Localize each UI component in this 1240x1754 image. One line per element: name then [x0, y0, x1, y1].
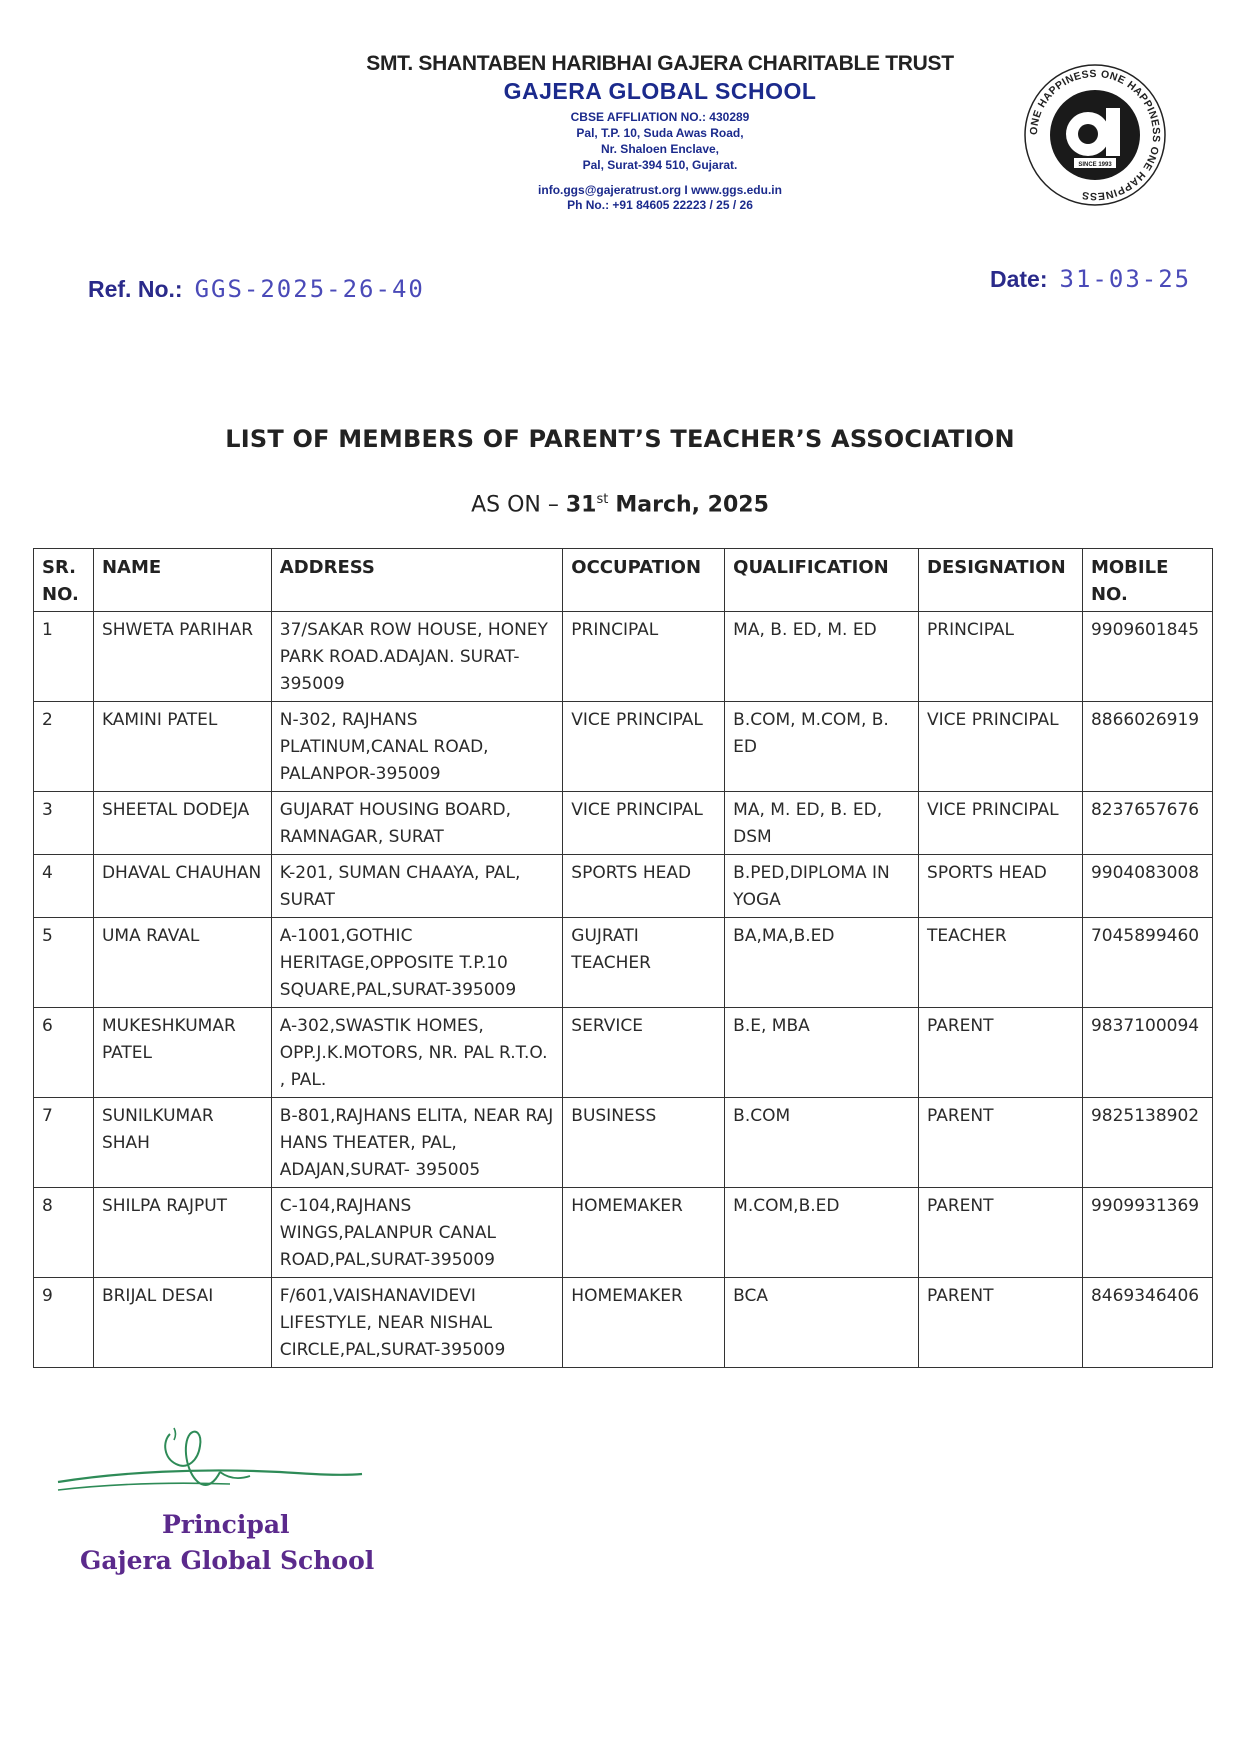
table-row — [34, 918, 1213, 1008]
cell-qualification: B.E, MBA — [725, 1008, 919, 1098]
cell-occupation: GUJRATI TEACHER — [563, 918, 725, 1008]
cell-address: GUJARAT HOUSING BOARD, RAMNAGAR, SURAT — [271, 792, 563, 855]
signatory-school: Gajera Global School — [80, 1546, 375, 1575]
logo-ring-text: ONE HAPPINESS ONE HAPPINESS ONE HAPPINESS — [1027, 67, 1163, 203]
table-header-row — [34, 549, 1213, 612]
cell-designation: SPORTS HEAD — [919, 855, 1083, 918]
letterhead — [330, 52, 990, 213]
header-designation: DESIGNATION — [919, 549, 1083, 612]
cell-name: DHAVAL CHAUHAN — [93, 855, 271, 918]
logo-since-text: SINCE 1993 — [1078, 162, 1112, 168]
cell-sr-no: 1 — [34, 612, 94, 702]
cell-address: B-801,RAJHANS ELITA, NEAR RAJ HANS THEATER, PAL, ADAJAN,SURAT- 395005 — [271, 1098, 563, 1188]
header-name: NAME — [93, 549, 271, 612]
as-on-suffix: st — [596, 492, 609, 507]
cell-name: MUKESHKUMAR PATEL — [93, 1008, 271, 1098]
members-table-body — [34, 612, 1213, 1368]
cell-mobile-no: 9909931369 — [1082, 1188, 1212, 1278]
cell-qualification: MA, B. ED, M. ED — [725, 612, 919, 702]
cell-sr-no: 5 — [34, 918, 94, 1008]
cell-sr-no: 8 — [34, 1188, 94, 1278]
cell-designation: VICE PRINCIPAL — [919, 702, 1083, 792]
cell-mobile-no: 8469346406 — [1082, 1278, 1212, 1368]
header-qualification: QUALIFICATION — [725, 549, 919, 612]
cell-occupation: HOMEMAKER — [563, 1188, 725, 1278]
cell-qualification: BA,MA,B.ED — [725, 918, 919, 1008]
affiliation-number: CBSE AFFLIATION NO.: 430289 — [570, 110, 750, 124]
cell-sr-no: 7 — [34, 1098, 94, 1188]
header-occupation: OCCUPATION — [563, 549, 725, 612]
cell-mobile-no: 8866026919 — [1082, 702, 1212, 792]
cell-mobile-no: 9904083008 — [1082, 855, 1212, 918]
cell-occupation: HOMEMAKER — [563, 1278, 725, 1368]
cell-name: KAMINI PATEL — [93, 702, 271, 792]
address-line: Pal, T.P. 10, Suda Awas Road, — [576, 126, 744, 140]
as-on-label: AS ON — [471, 492, 541, 518]
cell-address: 37/SAKAR ROW HOUSE, HONEY PARK ROAD.ADAJAN. SURAT-395009 — [271, 612, 563, 702]
cell-mobile-no: 9825138902 — [1082, 1098, 1212, 1188]
letter-date — [990, 265, 1191, 293]
cell-mobile-no: 9909601845 — [1082, 612, 1212, 702]
cell-address: A-1001,GOTHIC HERITAGE,OPPOSITE T.P.10 SQUARE,PAL,SURAT-395009 — [271, 918, 563, 1008]
cell-address: C-104,RAJHANS WINGS,PALANPUR CANAL ROAD,PAL,SURAT-395009 — [271, 1188, 563, 1278]
cell-occupation: SERVICE — [563, 1008, 725, 1098]
as-on-dash: – — [547, 492, 559, 518]
principal-signature — [50, 1420, 370, 1510]
school-address — [330, 109, 990, 173]
cell-qualification: B.PED,DIPLOMA IN YOGA — [725, 855, 919, 918]
cell-qualification: MA, M. ED, B. ED, DSM — [725, 792, 919, 855]
cell-qualification: BCA — [725, 1278, 919, 1368]
cell-sr-no: 6 — [34, 1008, 94, 1098]
cell-occupation: PRINCIPAL — [563, 612, 725, 702]
cell-designation: PRINCIPAL — [919, 612, 1083, 702]
table-row — [34, 792, 1213, 855]
header-mobile-no: MOBILE NO. — [1082, 549, 1212, 612]
members-table — [33, 548, 1213, 1368]
cell-sr-no: 3 — [34, 792, 94, 855]
cell-name: SHWETA PARIHAR — [93, 612, 271, 702]
cell-mobile-no: 8237657676 — [1082, 792, 1212, 855]
cell-designation: VICE PRINCIPAL — [919, 792, 1083, 855]
header-address: ADDRESS — [271, 549, 563, 612]
cell-occupation: BUSINESS — [563, 1098, 725, 1188]
phone-number: Ph No.: +91 84605 22223 / 25 / 26 — [567, 198, 753, 212]
cell-name: UMA RAVAL — [93, 918, 271, 1008]
cell-designation: PARENT — [919, 1098, 1083, 1188]
cell-occupation: SPORTS HEAD — [563, 855, 725, 918]
cell-occupation: VICE PRINCIPAL — [563, 792, 725, 855]
address-line: Pal, Surat-394 510, Gujarat. — [582, 158, 738, 172]
reference-number — [88, 275, 425, 303]
as-on-day: 31 — [565, 492, 597, 518]
cell-designation: PARENT — [919, 1008, 1083, 1098]
cell-qualification: B.COM — [725, 1098, 919, 1188]
cell-occupation: VICE PRINCIPAL — [563, 702, 725, 792]
cell-designation: PARENT — [919, 1188, 1083, 1278]
table-row — [34, 1098, 1213, 1188]
table-row — [34, 612, 1213, 702]
table-row — [34, 1188, 1213, 1278]
cell-designation: PARENT — [919, 1278, 1083, 1368]
ref-value: GGS-2025-26-40 — [194, 275, 425, 303]
school-contact — [330, 183, 990, 213]
address-line: Nr. Shaloen Enclave, — [600, 142, 720, 156]
signatory-title: Principal — [162, 1510, 290, 1539]
cell-address: N-302, RAJHANS PLATINUM,CANAL ROAD, PALANPOR-395009 — [271, 702, 563, 792]
cell-mobile-no: 7045899460 — [1082, 918, 1212, 1008]
date-label: Date: — [990, 266, 1048, 292]
table-row — [34, 1278, 1213, 1368]
trust-name: SMT. SHANTABEN HARIBHAI GAJERA CHARITABLE TRUST — [366, 52, 954, 75]
cell-name: SUNILKUMAR SHAH — [93, 1098, 271, 1188]
cell-mobile-no: 9837100094 — [1082, 1008, 1212, 1098]
header-sr-no: SR. NO. — [34, 549, 94, 612]
as-on-month-year: March, 2025 — [615, 492, 769, 518]
cell-qualification: M.COM,B.ED — [725, 1188, 919, 1278]
table-row — [34, 855, 1213, 918]
ref-label: Ref. No.: — [88, 276, 183, 302]
table-row — [34, 702, 1213, 792]
cell-address: A-302,SWASTIK HOMES, OPP.J.K.MOTORS, NR. PAL R.T.O. , PAL. — [271, 1008, 563, 1098]
cell-sr-no: 2 — [34, 702, 94, 792]
cell-name: BRIJAL DESAI — [93, 1278, 271, 1368]
school-logo — [1020, 60, 1170, 210]
cell-sr-no: 9 — [34, 1278, 94, 1368]
cell-qualification: B.COM, M.COM, B. ED — [725, 702, 919, 792]
cell-name: SHILPA RAJPUT — [93, 1188, 271, 1278]
document-title: LIST OF MEMBERS OF PARENT’S TEACHER’S ASSOCIATION — [225, 425, 1015, 453]
cell-sr-no: 4 — [34, 855, 94, 918]
table-row — [34, 1008, 1213, 1098]
cell-address: K-201, SUMAN CHAAYA, PAL, SURAT — [271, 855, 563, 918]
school-name: GAJERA GLOBAL SCHOOL — [503, 78, 817, 104]
cell-name: SHEETAL DODEJA — [93, 792, 271, 855]
cell-designation: TEACHER — [919, 918, 1083, 1008]
email-website: info.ggs@gajeratrust.org I www.ggs.edu.in — [538, 183, 782, 197]
date-value: 31-03-25 — [1059, 265, 1192, 293]
cell-address: F/601,VAISHANAVIDEVI LIFESTYLE, NEAR NISHAL CIRCLE,PAL,SURAT-395009 — [271, 1278, 563, 1368]
as-on-date — [0, 492, 1240, 517]
